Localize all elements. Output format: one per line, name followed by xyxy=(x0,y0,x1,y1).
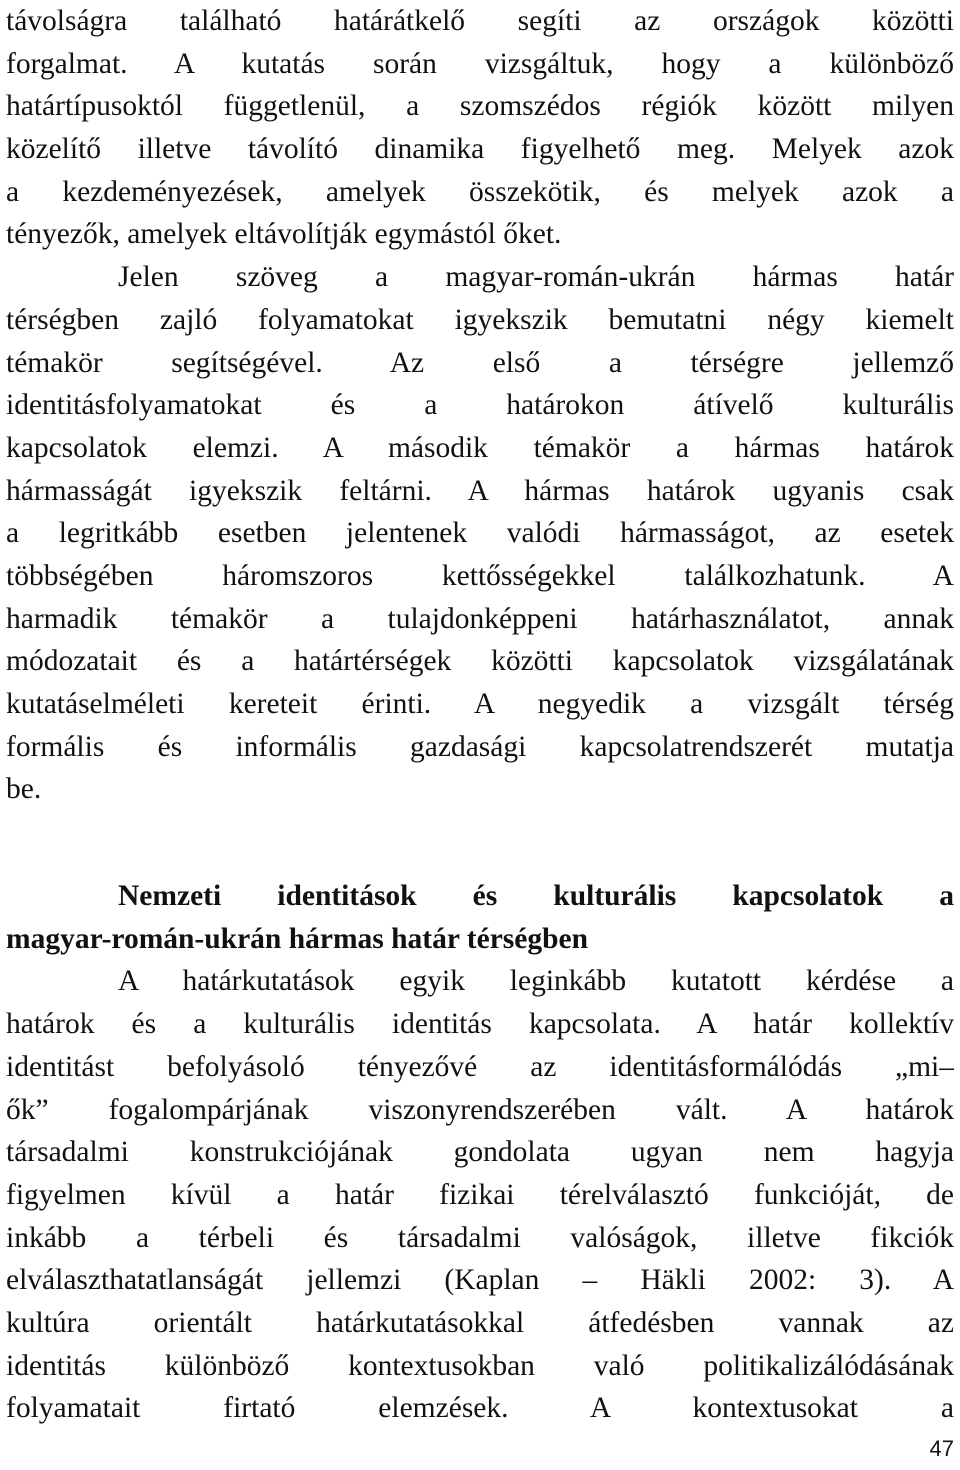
text-line: inkább a térbeli és társadalmi valóságok, illetve fikciók xyxy=(6,1221,954,1254)
text-line: formális és informális gazdasági kapcsolatrendszerét mutatja xyxy=(6,730,954,763)
text-line: társadalmi konstrukciójának gondolata ugyan nem hagyja xyxy=(6,1136,954,1169)
text-line: távolságra található határátkelő segíti az országok közötti xyxy=(6,5,954,37)
text-line: identitást befolyásoló tényezővé az identitásformálódás „mi– xyxy=(6,1050,954,1083)
section-heading xyxy=(6,875,954,960)
heading-line: magyar-román-ukrán hármas határ térségben xyxy=(6,922,589,955)
text-line: A határkutatások egyik leginkább kutatott kérdése a xyxy=(118,965,954,998)
text-line: a kezdeményezések, amelyek összekötik, és melyek azok a xyxy=(6,175,954,208)
paragraph-cultural-identity xyxy=(6,960,954,1430)
text-line: kultúra orientált határkutatásokkal átfedésben vannak az xyxy=(6,1306,954,1339)
text-line: folyamatait firtató elemzések. A kontextusokat a xyxy=(6,1392,954,1425)
text-line: módozatait és a határtérségek közötti kapcsolatok vizsgálatának xyxy=(6,645,954,678)
text-line: identitásfolyamatokat és a határokon átívelő kulturális xyxy=(6,389,954,422)
section-spacer xyxy=(6,811,954,875)
text-line: térségben zajló folyamatokat igyekszik bemutatni négy kiemelt xyxy=(6,303,954,336)
text-line: kutatáselméleti kereteit érinti. A negyedik a vizsgált térség xyxy=(6,688,954,720)
text-line: forgalmat. A kutatás során vizsgáltuk, hogy a különböző xyxy=(6,47,954,80)
text-line: tényezők, amelyek eltávolítják egymástól őket. xyxy=(6,218,562,251)
text-line: kapcsolatok elemzi. A második témakör a hármas határok xyxy=(6,431,954,464)
text-line: témakör segítségével. Az első a térségre jellemző xyxy=(6,346,954,379)
text-line: ők” fogalompárjának viszonyrendszerében vált. A határok xyxy=(6,1093,954,1126)
text-line: identitás különböző kontextusokban való politikalizálódásának xyxy=(6,1349,954,1382)
text-line: elválaszthatatlanságát jellemzi (Kaplan – Häkli 2002: 3). A xyxy=(6,1264,954,1297)
text-line: be. xyxy=(6,773,42,806)
text-line: Jelen szöveg a magyar-román-ukrán hármas határ xyxy=(118,261,954,294)
text-line: harmadik témakör a tulajdonképpeni határhasználatot, annak xyxy=(6,602,954,635)
text-line: a legritkább esetben jelentenek valódi hármasságot, az esetek xyxy=(6,517,954,550)
text-line: határtípusoktól függetlenül, a szomszédos régiók között milyen xyxy=(6,90,954,123)
document-page xyxy=(6,0,954,1430)
paragraph-four-topics xyxy=(6,256,954,811)
heading-line: Nemzeti identitások és kulturális kapcsolatok a xyxy=(118,880,954,913)
text-line: közelítő illetve távolító dinamika figyelhető meg. Melyek azok xyxy=(6,133,954,166)
text-line: többségében háromszoros kettősségekkel találkozhatunk. A xyxy=(6,559,954,592)
paragraph-border-dynamics xyxy=(6,0,954,256)
text-line: hármasságát igyekszik feltárni. A hármas határok ugyanis csak xyxy=(6,474,954,507)
text-line: határok és a kulturális identitás kapcsolata. A határ kollektív xyxy=(6,1008,954,1041)
page-number: 47 xyxy=(929,1436,954,1461)
text-line: figyelmen kívül a határ fizikai térelválasztó funkcióját, de xyxy=(6,1178,954,1211)
